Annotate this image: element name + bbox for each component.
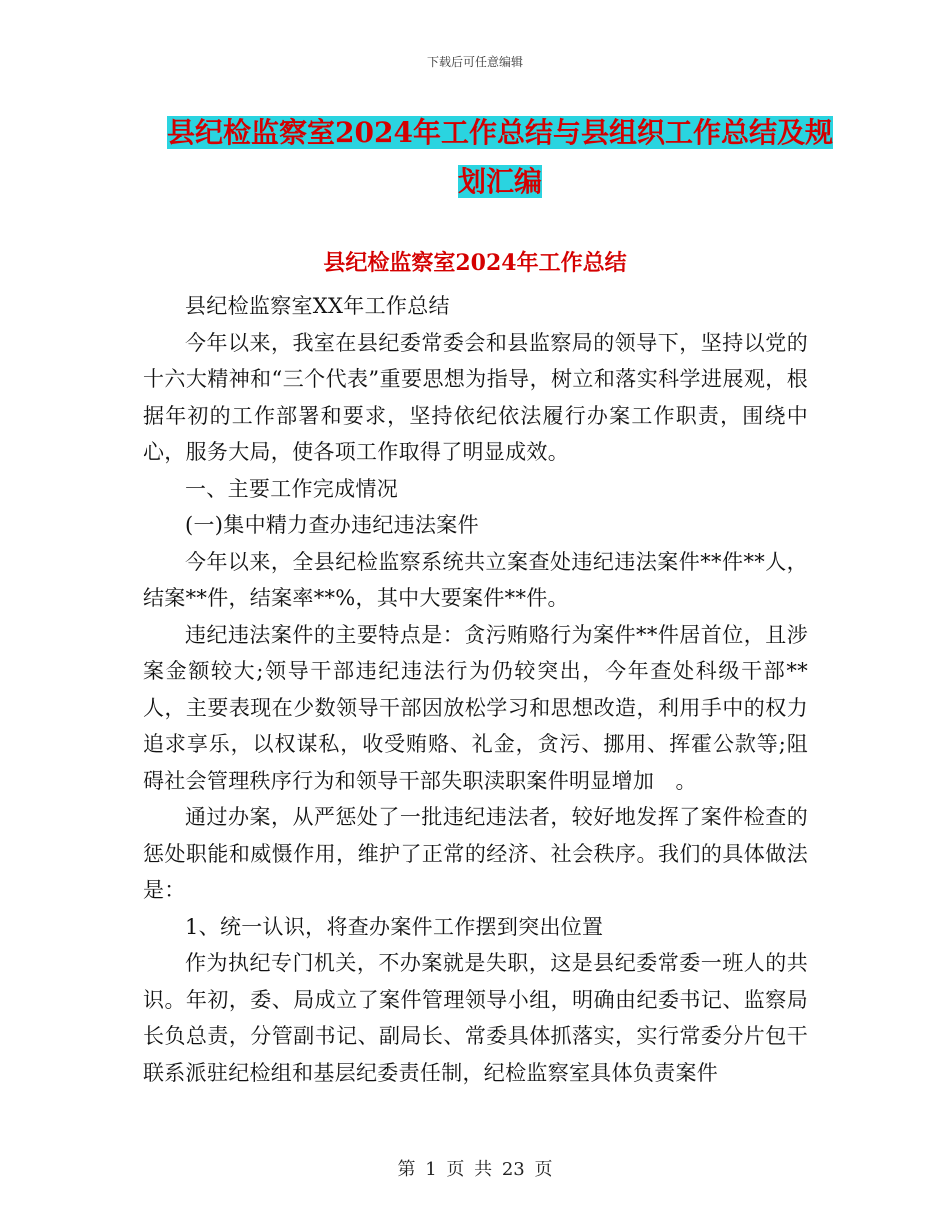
paragraph: 违纪违法案件的主要特点是：贪污贿赂行为案件**件居首位，且涉案金额较大;领导干部违纪违法行为仍较突出，今年查处科级干部**人，主要表现在少数领导干部因放松学习和思想改造，利用手中的权力追求享乐，以权谋私，收受贿赂、礼金，贪污、挪用、挥霍公款等;阻碍社会管理秩序行为和领导干部失职渎职案件明显增加 。: [143, 622, 808, 793]
paragraph: (一)集中精力查办违纪违法案件: [185, 513, 479, 537]
paragraph: 县纪检监察室XX年工作总结: [185, 294, 450, 318]
section-title: 县纪检监察室2024年工作总结: [323, 250, 627, 276]
document-title-line-2: 划汇编: [457, 165, 542, 198]
paragraph: 一、主要工作完成情况: [185, 476, 398, 501]
paragraph: 今年以来，全县纪检监察系统共立案查处违纪违法案件**件**人，结案**件，结案率**%，其中大要案件**件。: [143, 549, 808, 610]
paragraph: 作为执纪专门机关，不办案就是失职，这是县纪委常委一班人的共识。年初，委、局成立了案件管理领导小组，明确由纪委书记、监察局长负总责，分管副书记、副局长、常委具体抓落实，实行常委分片包干联系派驻纪检组和基层纪委责任制，纪检监察室具体负责案件: [143, 951, 808, 1085]
page-number: 第 1 页 共 23 页: [397, 1159, 553, 1180]
paragraph: 通过办案，从严惩处了一批违纪违法者，较好地发挥了案件检查的惩处职能和威慑作用，维护了正常的经济、社会秩序。我们的具体做法是：: [143, 805, 808, 902]
document-title-line-1: 县纪检监察室2024年工作总结与县组织工作总结及规: [167, 116, 833, 149]
paragraph: 1、统一认识，将查办案件工作摆到突出位置: [185, 914, 604, 939]
header-note: 下载后可任意编辑: [426, 55, 523, 69]
document-title: [140, 108, 860, 206]
paragraph: 今年以来，我室在县纪委常委会和县监察局的领导下，坚持以党的十六大精神和“三个代表”重要思想为指导，树立和落实科学进展观，根据年初的工作部署和要求，坚持依纪依法履行办案工作职责，围绕中心，服务大局，使各项工作取得了明显成效。: [143, 330, 808, 464]
document-body: [143, 288, 808, 1091]
